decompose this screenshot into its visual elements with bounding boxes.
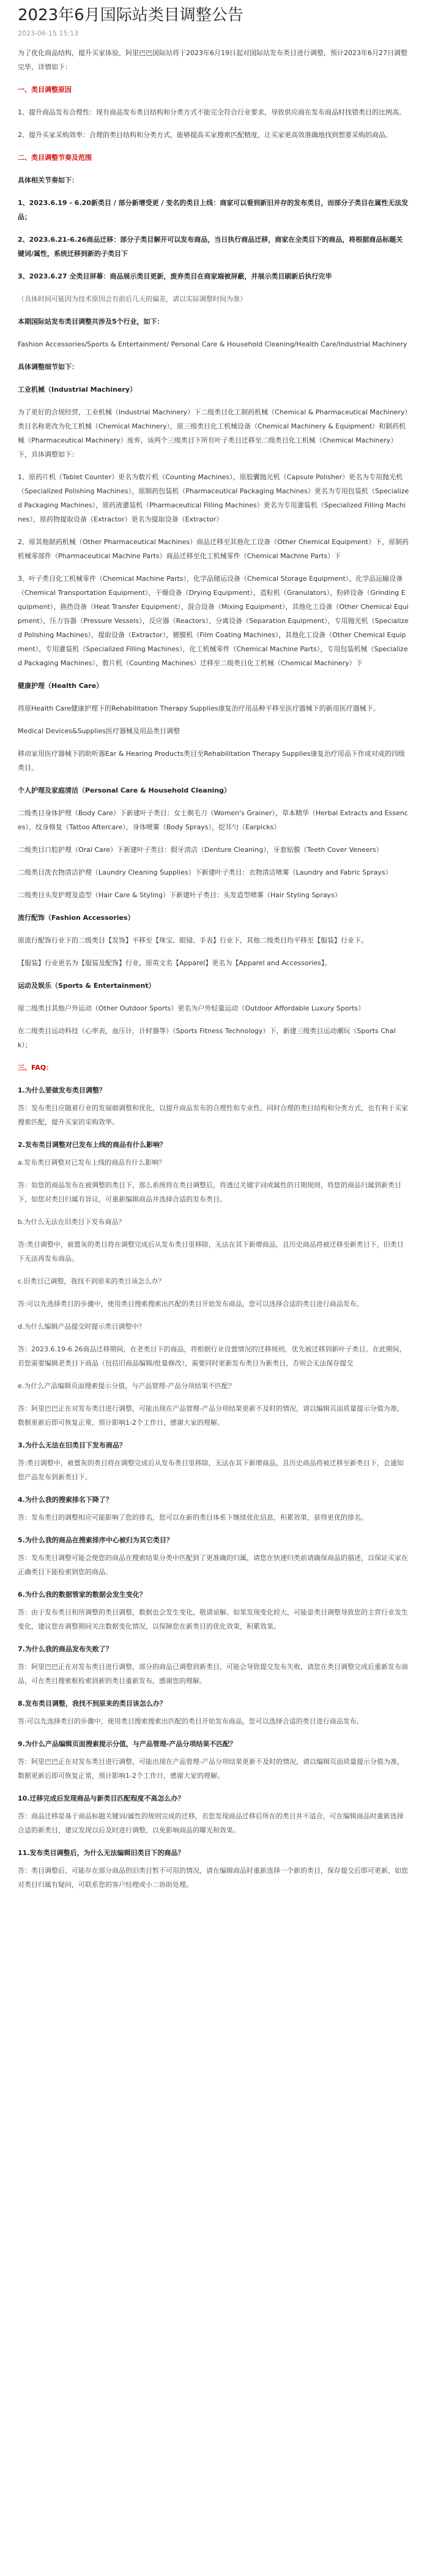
faq-answer: 答：由于发布类目和所调整的类目调整，数据也会发生变化，敬请谅解。如果发现变化较大，可能是类目调整导致您的主营行业发生变化，建议您在调整期间关注数据变化情况，以保障您在新类目的优化效果，积累效果。	[18, 1608, 408, 1630]
faq-answer: e.为什么产品编辑页面搜索提示分值，与产品管理-产品分项结果不匹配？	[18, 1382, 236, 1390]
paragraph: 二级类目口腔护理（Oral Care）下新建叶子类目：假牙清洁（Denture Cleaning），牙套贴膜（Teeth Cover Veneers）	[18, 846, 383, 854]
paragraph: 2、原其他制药机械（Other Pharmaceutical Machines）商品迁移至其他化工设备（Other Chemical Equipment）下，原制药机械零部件（Pharmaceutical Machine Parts）商品迁移至化工机械零件（Chemical Machine Parts）下	[18, 538, 409, 560]
faq-question: 2.发布类目调整对已发布上线的商品有什么影响？	[18, 1141, 166, 1149]
faq-answer: a.发布类目调整对已发布上线的商品有什么影响？	[18, 1159, 166, 1167]
section-heading: 二、类目调整节奏及范围	[18, 154, 92, 162]
paragraph: 原流行配饰行业下的二级类目【发饰】平移至【珠宝、眼镜、手表】行业下，其他二级类目均平移至【服装】行业下。	[18, 936, 368, 944]
faq-answer: 答：发布类目的调整相应可能影响了您的排名，您可以在新的类目体系下继续优化信息，积累效果，获得更优的排名。	[18, 1514, 368, 1521]
faq-question: 3.为什么无法在旧类目下发布商品？	[18, 1441, 126, 1449]
timeline-item: 3、2023.6.27 全类目屏幕：商品展示类目更新，废弃类目在商家端被屏蔽，并展示类目刷新后执行完毕	[18, 272, 332, 280]
announcement-page	[18, 0, 409, 1913]
faq-answer: 答：如您的商品发布在被调整的类目下，那么系统将在类目调整后，将透过关键字词或属性的日期规则，将您的商品归属到新类目下，如您对类目归属有异议，可重新编辑商品并选择合适的发布类目。	[18, 1181, 401, 1203]
paragraph: Medical Devices&Supplies医疗器械及用品类目调整	[18, 727, 180, 735]
faq-answer: 答：阿里巴巴正在对发布类目进行调整，可能出现在产品管理-产品分项结果更新不及时的情况，请以编辑页面质量提示分值为准，数据更新后即可恢复正常，预计影响1-2个工作日，感谢大家的理解。	[18, 1758, 404, 1780]
faq-question: 8.发布类目调整，我找不到原来的类目该怎么办？	[18, 1700, 166, 1708]
faq-answer: 答:类目调整中，被置灰的类目将在调整完成后从发布类目里移除，无法在其下新增商品，且历史商品将被迁移至新类目下，会通知您产品发布到新类目下。	[18, 1459, 404, 1481]
subheading: 工业机械（Industrial Machinery）	[18, 386, 137, 394]
faq-question: 1.为什么要做发布类目调整？	[18, 1086, 106, 1094]
page-title: 2023年6月国际站类目调整公告	[18, 6, 243, 24]
subheading: 健康护理（Health Care）	[18, 682, 103, 690]
faq-answer: 答:可以先选择类目的步骤中，使用类目搜索搜索出匹配的类目开始发布商品，您可以选择合适的类目进行商品发布。	[18, 1717, 363, 1725]
section-heading: 三、FAQ：	[18, 1064, 53, 1072]
faq-answer: c.旧类目已调整，我找不到原来的类目该怎么办？	[18, 1277, 165, 1285]
faq-answer: 答：2023.6.19-6.26商品迁移期间，在老类目下的商品，将根据行业设置情况的迁移规则，优先被迁移到新叶子类目。在此期间，若您需要编辑老类目下商品（包括旧商品编辑/批量修改），需要同时更新发布类目为新类目，否则会无法保存提交	[18, 1345, 406, 1367]
faq-answer: 答:类目调整中，被置灰的类目将在调整完成后从发布类目里移除，无法在其下新增商品，且历史商品将被迁移至新类目下，旧类目下无法再发布商品。	[18, 1241, 404, 1263]
paragraph: 【服装】行业更名为【服装及配饰】行业，原英文名【Apparel】更名为【Apparel and Accessories】。	[18, 959, 332, 967]
subheading: 个人护理及家庭清洁（Personal Care & Household Cleaning）	[18, 786, 231, 794]
timeline-item: 2、2023.6.21-6.26商品迁移：部分子类目解开可以发布商品，当日执行商品迁移，商家在全类目下的商品，将根据商品标题关键词/属性，系统迁移到新的子类目下	[18, 236, 403, 258]
section-heading: 一、类目调整原因	[18, 86, 72, 94]
paragraph: 二级类目身体护理（Body Care）下新建叶子类目：女士剃毛刀（Women's Grainer），草本精华（Herbal Extracts and Essences），纹身修复（Tattoo Aftercare），身体喷雾（Body Sprays），挖耳勺（Earpicks）	[18, 809, 408, 831]
faq-answer: 答：商品迁移是基于商品标题关键词/属性的规则完成的迁移，若您发现商品迁移后所在的类目并不适合，可在编辑商品时重新选择合适的新类目，建议发现以后及时进行调整，以免影响商品的曝光和效果。	[18, 1812, 404, 1834]
faq-answer: 答：类目调整后，可能存在部分商品的旧类目暂不可用的情况，请在编辑商品时重新选择一个新的类目，保存提交后即可更新，如您对类目归属有疑问，可联系您的客户经理或小二协助处理。	[18, 1867, 408, 1889]
subheading: 具体相关节奏如下：	[18, 176, 78, 184]
subheading: 运动及娱乐（Sports & Entertainment）	[18, 982, 155, 990]
paragraph: 二级类目洗衣物清洁护理（Laundry Cleaning Supplies）下新建叶子类目：衣物清洁喷雾（Laundry and Fabric Sprays）	[18, 868, 392, 876]
paragraph: 3、叶子类目化工机械零件（Chemical Machine Parts），化学品储运设备（Chemical Storage Equipment），化学品运输设备（Chemical Transportation Equipment），干燥设备（Drying Equipment），造粒机（Granulators），粉碎设备（Grinding Equipment），换热设备（Heat Transfer Equipment），混合设备（Mixing Equipment），其他化工设备（Other Chemical Equipment），压力容器（Pressure Vessels），反应器（Reactors），分离设备（Separation Equipment），专用抛光机（Specialized Polishing Machines），提取设备（Extractor），镀膜机（Film Coating Machines），其他化工设备（Other Chemical Equipment），专用灌装机（Specialized Filling Machines），化工机械零件（Chemical Machine Parts），专用包装机械（Specialized Packaging Machines），数片机（Counting Machines）迁移至二级类目化工机械（Chemical Machinery）下	[18, 575, 409, 667]
faq-question: 10.迁移完成后发现商品与新类目匹配程度不高怎么办？	[18, 1794, 185, 1802]
faq-question: 11.发布类目调整后，为什么无法编辑旧类目下的商品？	[18, 1849, 185, 1857]
subheading: 流行配饰（Fashion Accessories）	[18, 914, 135, 922]
paragraph: 在二级类目运动科技（心率表，血压计，计时器等）（Sports Fitness Technology）下，新建三级类目运动潮玩（Sports Chalk）；	[18, 1027, 396, 1049]
faq-answer: b.为什么无法在旧类目下发布商品？	[18, 1218, 125, 1226]
article-body	[18, 46, 409, 1892]
subheading: 本期国际站发布类目调整共涉及5个行业，如下：	[18, 318, 164, 326]
paragraph: 原二级类目其他户外运动（Other Outdoor Sports）更名为户外轻量运动（Outdoor Affordable Luxury Sports）	[18, 1004, 365, 1012]
faq-question: 7.为什么我的商品发布失败了？	[18, 1645, 113, 1653]
paragraph: 1、原药片机（Tablet Counter）更名为数片机（Counting Machines），原胶囊抛光机（Capsule Polisher）更名为专用抛光机（Specialized Polishing Machines），原制药包装机（Pharmaceutical Packaging Machines）更名为专用包装机（Specialized Packaging Machines），原药液灌装机（Pharmaceutical Filling Machines）更名为专用灌装机（Specialized Filling Machines），原药物提取设备（Extractor）更名为提取设备（Extractor）	[18, 473, 409, 523]
faq-answer: 答:可以先选择类目的步骤中，使用类目搜索搜索出匹配的类目开始发布商品，您可以选择合适的类目进行商品发布。	[18, 1300, 363, 1308]
subheading: 具体调整细节如下：	[18, 363, 78, 371]
faq-answer: 答：发布类目调整可能会使您的商品在搜索结果分类中匹配到了更准确的归属，请您在快速归类前请确保商品的描述，以保证买家在正确类目下能检索到您的商品。	[18, 1554, 408, 1576]
paragraph: 1、提升商品发布合理性：现有商品发布类目结构和分类方式不能完全符合行业要求，导致供应商在发布商品时找错类目的比例高。	[18, 108, 406, 116]
paragraph: 为了更好的合规经营，工业机械（Industrial Machinery）下二级类目化工制药机械（Chemical & Pharmaceutical Machinery）类目名称更改为化工机械（Chemical Machinery），原三级类目化工机械设备（Chemical Machinery & Equipment）和制药机械（Pharmaceutical Machinery）废弃，该两个三级类目下所有叶子类目迁移至二级类目化工机械（Chemical Machinery）下，具体调整如下：	[18, 408, 408, 458]
paragraph: 2、提升买家采购效率：合理的类目结构和分类方式，能够提高买家搜索匹配精度，让买家更高效准确地找到想要采购的商品。	[18, 131, 392, 139]
faq-answer: 答：阿里巴巴正在对发布类目进行调整，部分的商品已调整到新类目，可能会导致提交发布失败，请您在类目调整完成后重新发布商品，可在类目搜索框检索到新的类目重新发布，感谢您的理解。	[18, 1663, 408, 1685]
paragraph: 移动家用医疗器械下的助听器Ear & Hearing Products类目至Rehabilitation Therapy Supplies康复治疗用品下作成对成的四级类目。	[18, 750, 405, 772]
faq-question: 4.为什么我的搜索排名下降了？	[18, 1496, 113, 1504]
faq-answer: 答：阿里巴巴正在对发布类目进行调整，可能出现在产品管理-产品分项结果更新不及时的情况，请以编辑页面质量提示分值为准，数据更新后即可恢复正常，预计影响1-2个工作日，感谢大家的理解。	[18, 1405, 404, 1427]
paragraph: 二级类目头发护理及造型（Hair Care & Styling）下新建叶子类目：头发造型喷雾（Hair Styling Sprays）	[18, 891, 341, 899]
publish-date: 2023-06-15 15:13	[18, 29, 79, 37]
paragraph: 为了优化商品结构，提升买家体验，阿里巴巴国际站将于2023年6月19日起对国际站发布类目进行调整，预计2023年6月27日调整完毕，详情如下：	[18, 49, 407, 71]
faq-answer: d.为什么编辑产品提交时提示类目调整中？	[18, 1323, 146, 1331]
faq-question: 6.为什么我的数据管家的数据会发生变化？	[18, 1591, 146, 1599]
faq-question: 5.为什么我的商品在搜索排序中心被归为其它类目？	[18, 1536, 173, 1544]
timeline-item: 1、2023.6.19 - 6.20新类目 / 部分新增受更 / 变名的类目上线：商家可以看到新旧并存的发布类目，而部分子类目在属性无法发品；	[18, 199, 409, 221]
paragraph: 将原Health Care健康护理下的Rehabilitation Therapy Supplies康复治疗用品种平移至医疗器械下的新用医疗器械下。	[18, 704, 380, 712]
faq-answer: 答：发布类目应随着行业的发展做调整和优化，以提升商品发布的合理性和专业性。同时合理的类目结构和分类方式，也有利于买家搜索匹配，提升买家的采购效率。	[18, 1104, 408, 1126]
paragraph: Fashion Accessories/Sports & Entertainment/ Personal Care & Household Cleaning/Health Care/Industrial Machinery	[18, 340, 407, 348]
faq-question: 9.为什么产品编辑页面搜索提示分值，与产品管理-产品分项结果不匹配？	[18, 1740, 237, 1748]
note-text: （具体时间可能因为技术原因会有前后几天的偏差，请以实际调整时间为准）	[18, 295, 247, 303]
